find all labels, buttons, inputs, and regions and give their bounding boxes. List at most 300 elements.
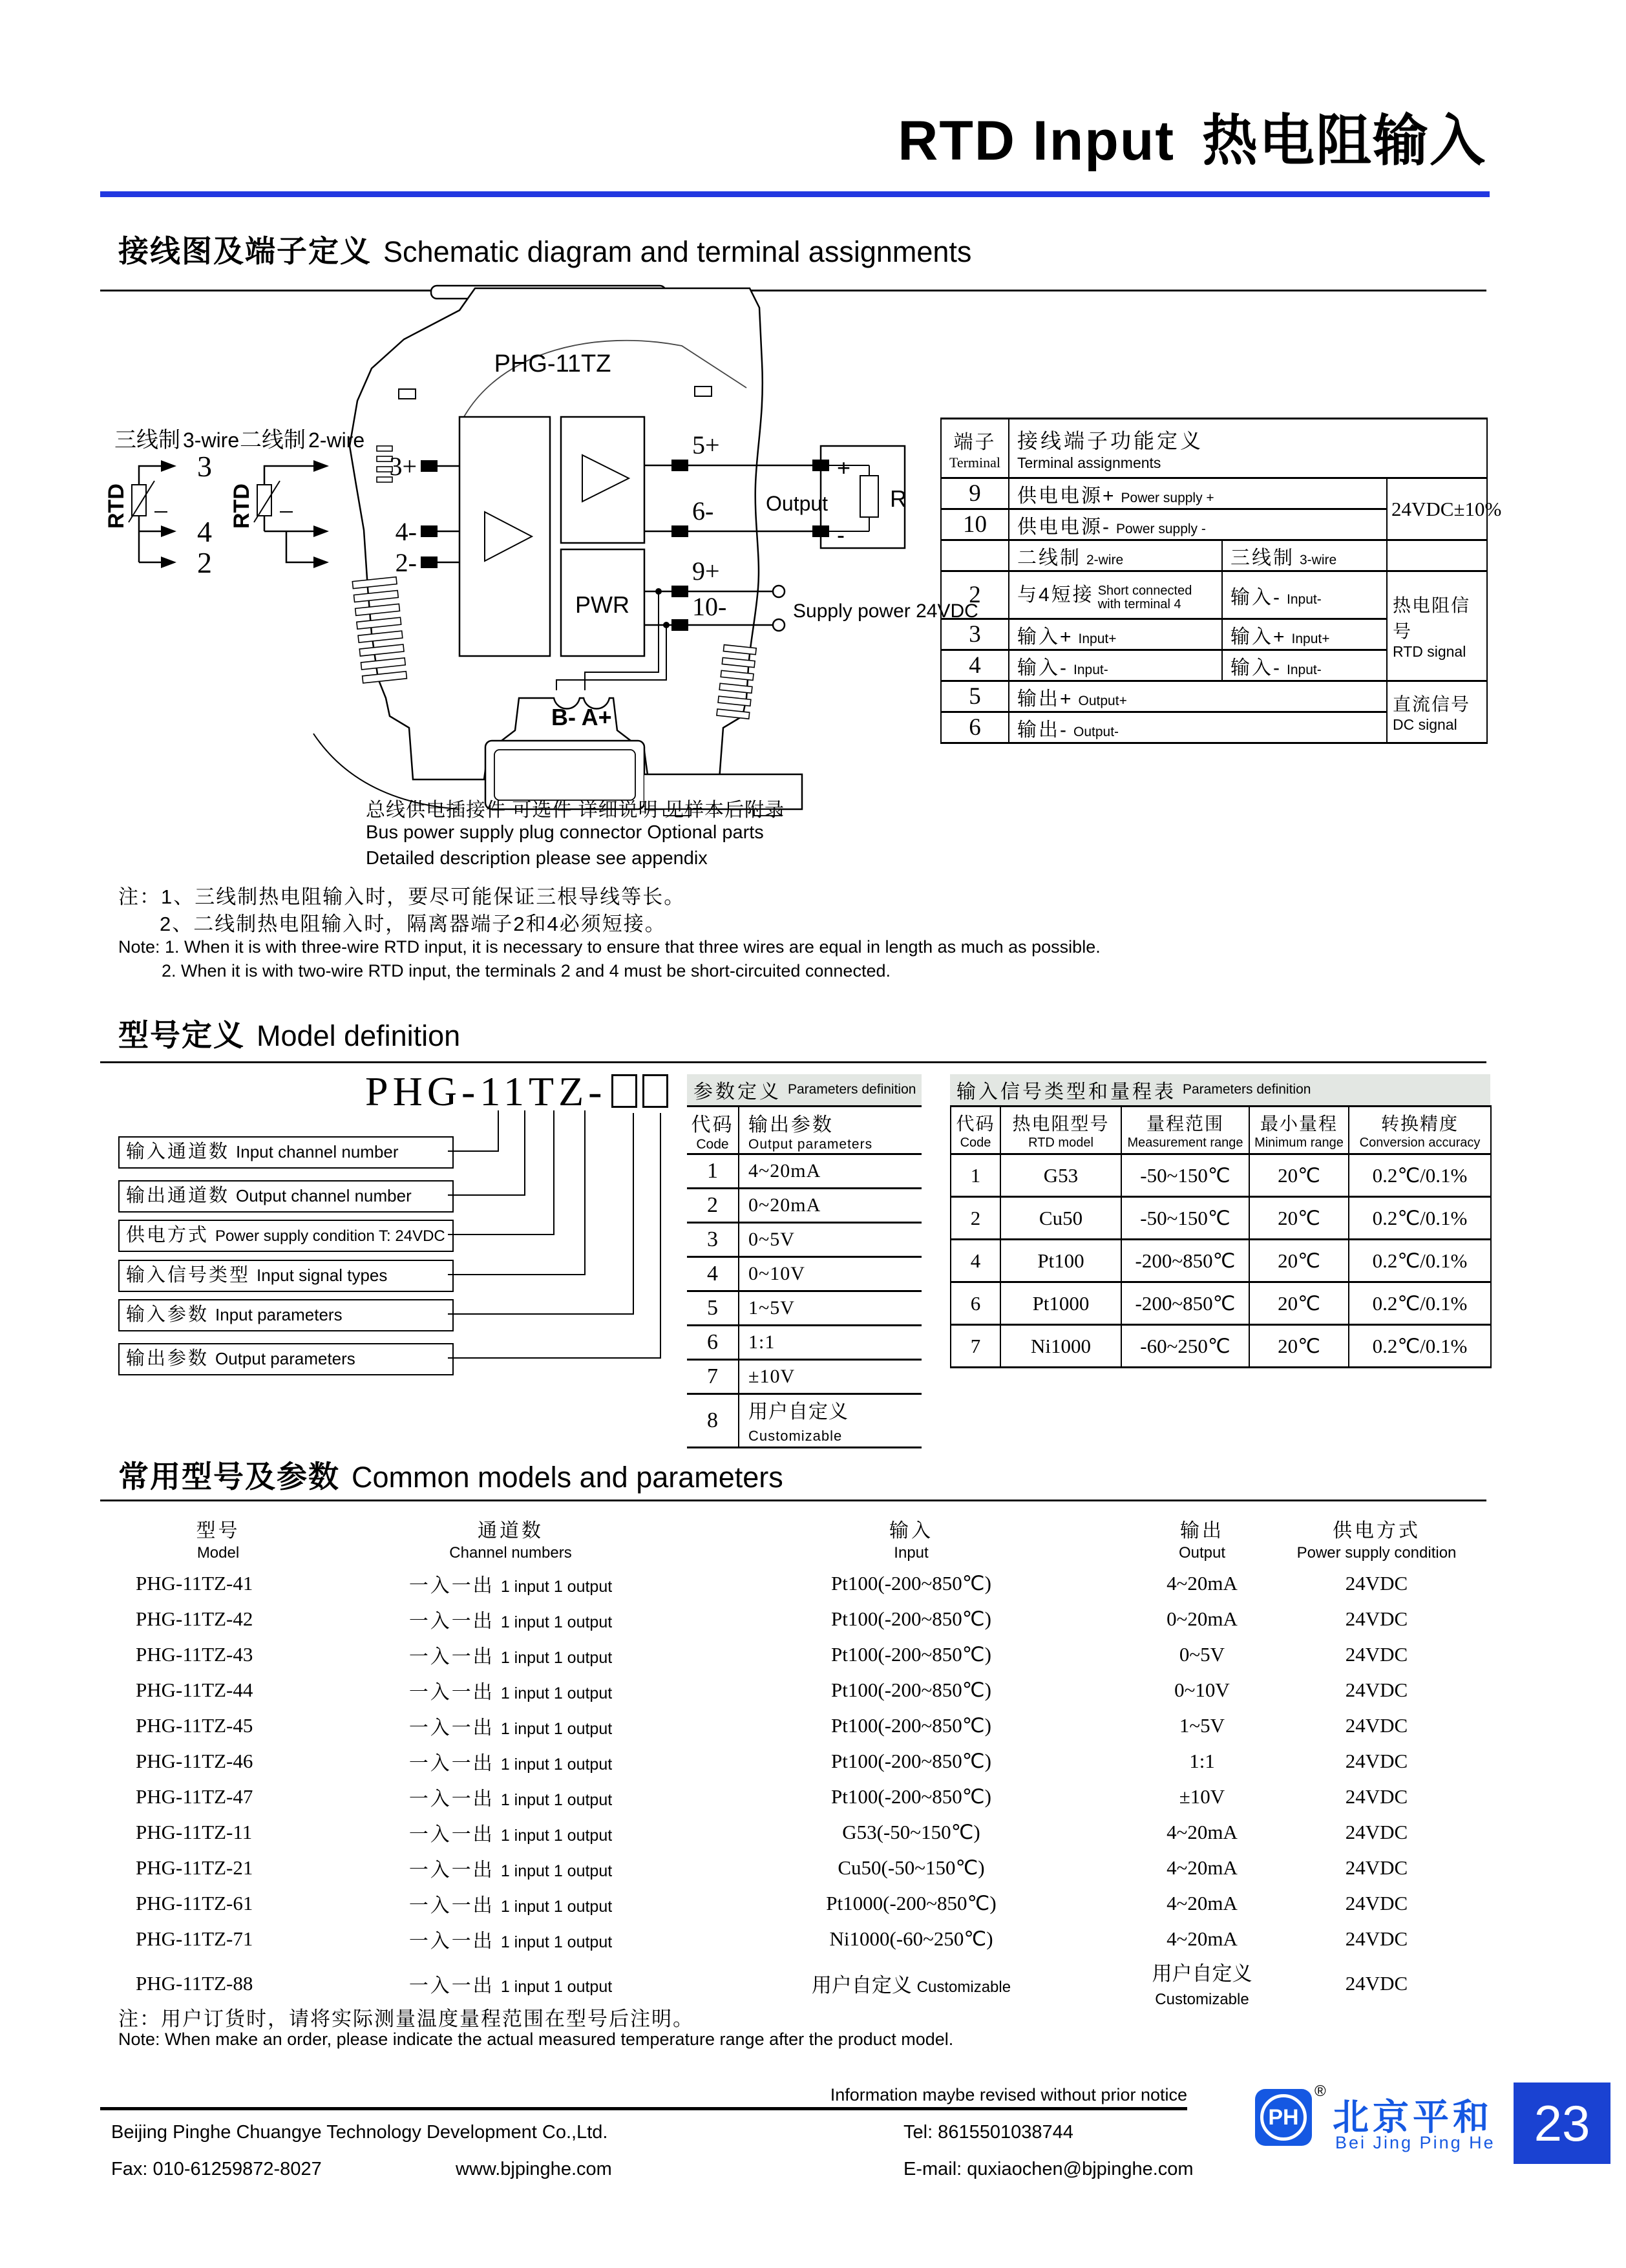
m6-output: ±10V (1179, 1785, 1225, 1808)
model-row (100, 1601, 1486, 1637)
params-code-0: 1 (687, 1154, 739, 1189)
output-label: Output (766, 492, 829, 515)
terminal-10minus-label: 10- (692, 592, 727, 621)
r6-zh: 输出- (1017, 719, 1068, 741)
terminal-table-header (941, 419, 1487, 478)
m2-output: 0~5V (1179, 1642, 1225, 1666)
m7-model: PHG-11TZ-11 (136, 1820, 253, 1843)
r4b-zh: 输入- (1230, 657, 1282, 679)
m3-ch-en: 1 input 1 output (500, 1684, 613, 1702)
m10-power: 24VDC (1345, 1927, 1408, 1950)
range-col1-en: RTD model (1028, 1136, 1093, 1150)
w2-en: 2-wire (1086, 552, 1124, 567)
params-val-2: 0~5V (739, 1223, 922, 1257)
note-zh-1: 注：1、三线制热电阻输入时，要尽可能保证三根导线等长。 (118, 885, 686, 908)
m9-input: Pt1000(-200~850℃) (826, 1891, 997, 1914)
bus-note-en2: Detailed description please see appendix (366, 848, 708, 869)
terminal-6minus-label: 6- (692, 496, 714, 525)
range-col0-en: Code (960, 1136, 991, 1150)
output-load (766, 446, 907, 548)
m9-power: 24VDC (1345, 1891, 1408, 1914)
terminal-5: 5 (941, 681, 1009, 712)
m8-power: 24VDC (1345, 1856, 1408, 1879)
params-table (687, 1105, 922, 1448)
tel: Tel: 8615501038744 (903, 2122, 1073, 2143)
terminal-table (940, 418, 1502, 744)
params-code-4: 5 (687, 1291, 739, 1326)
note-en-2: 2. When it is with two-wire RTD input, the terminals 2 and 4 must be short-circuited connected. (162, 961, 891, 980)
page-title-en: RTD Input (898, 110, 1175, 172)
cm-col2-zh: 输入 (889, 1520, 933, 1542)
m2-ch-zh: 一入一出 (408, 1646, 494, 1668)
r9-en: Power supply + (1121, 490, 1214, 505)
m11-ch-en: 1 input 1 output (500, 1977, 613, 1996)
m0-power: 24VDC (1345, 1571, 1408, 1595)
email: E-mail: quxiaochen@bjpinghe.com (903, 2159, 1194, 2179)
m1-model: PHG-11TZ-42 (136, 1607, 253, 1630)
ph-logo-monogram: PH (1260, 2094, 1307, 2141)
r5-zh: 输出+ (1017, 688, 1073, 710)
range-title-en: Parameters definition (1183, 1082, 1311, 1097)
model-label-output-params (118, 1343, 454, 1375)
order-note-zh: 注：用户订货时，请将实际测量温度量程范围在型号后注明。 (118, 2008, 694, 2030)
three-wire-label-zh: 三线制 (114, 428, 180, 452)
range-model-1: Cu50 (1000, 1197, 1121, 1240)
schematic-svg (100, 284, 1070, 821)
r2b-en: Input- (1287, 591, 1322, 607)
two-wire-label-zh: 二线制 (240, 428, 306, 452)
r3a-en: Input+ (1078, 631, 1117, 646)
range-title-zh: 输入信号类型和量程表 (956, 1081, 1176, 1103)
params-row (687, 1154, 922, 1189)
m11-output: 用户自定义 (1152, 1962, 1252, 1985)
m11-input: 用户自定义 (811, 1974, 912, 1997)
footer-rule (100, 2107, 1187, 2110)
m3-model: PHG-11TZ-44 (136, 1678, 253, 1701)
range-code-0: 1 (951, 1154, 1000, 1197)
m10-output: 4~20mA (1167, 1927, 1238, 1950)
params-table-title (687, 1074, 922, 1105)
params-sfx-7: Customizable (748, 1428, 843, 1444)
params-title-en: Parameters definition (788, 1082, 916, 1097)
output-plus-sign: + (837, 454, 851, 481)
w3-zh: 三线制 (1230, 547, 1294, 569)
model-row (100, 1921, 1486, 1956)
note-en-1: Note: 1. When it is with three-wire RTD input, it is necessary to ensure that three wires are equal in length as much as possible. (118, 937, 1101, 957)
m0-ch-zh: 一入一出 (408, 1574, 494, 1596)
m6-ch-zh: 一入一出 (408, 1788, 494, 1810)
terminal-4minus-label: 4- (395, 517, 417, 546)
r3b-en: Input+ (1291, 631, 1330, 646)
model-row (100, 1814, 1486, 1850)
m4-input: Pt100(-200~850℃) (831, 1713, 991, 1737)
cm-col2-en: Input (894, 1544, 929, 1562)
params-val-6: ±10V (739, 1360, 922, 1394)
label3-en: Input signal types (257, 1266, 388, 1285)
model-label-input-params (118, 1299, 454, 1331)
wire-type-row (941, 540, 1487, 571)
range-code-3: 6 (951, 1282, 1000, 1325)
range-min-0: 20℃ (1249, 1154, 1349, 1197)
params-col-out-en: Output parameters (748, 1136, 873, 1152)
r3a-zh: 输入+ (1017, 626, 1073, 648)
params-code-5: 6 (687, 1326, 739, 1360)
section1-heading-en: Schematic diagram and terminal assignments (383, 235, 972, 268)
col-terminal-zh: 端子 (953, 431, 997, 453)
range-range-0: -50~150℃ (1121, 1154, 1249, 1197)
terminal-row-5 (941, 681, 1487, 712)
params-val-3: 0~10V (739, 1257, 922, 1291)
load-resistor-label: R (890, 485, 907, 512)
params-col-out-zh: 输出参数 (748, 1114, 834, 1136)
range-col0-zh: 代码 (956, 1114, 995, 1134)
col-assignments-en: Terminal assignments (1017, 454, 1161, 471)
m6-input: Pt100(-200~850℃) (831, 1785, 991, 1808)
terminal-10: 10 (941, 509, 1009, 540)
range-table-title (950, 1074, 1490, 1105)
params-code-3: 4 (687, 1257, 739, 1291)
m3-power: 24VDC (1345, 1678, 1408, 1701)
m11-output-sfx: Customizable (1155, 1991, 1249, 2008)
range-table-header (951, 1107, 1491, 1154)
cm-col1-zh: 通道数 (478, 1520, 544, 1542)
wire2-number: 2 (197, 546, 212, 579)
m8-ch-en: 1 input 1 output (500, 1861, 613, 1880)
logo-name-en: Bei Jing Ping He (1335, 2133, 1495, 2152)
range-row (951, 1325, 1491, 1368)
m7-ch-zh: 一入一出 (408, 1823, 494, 1845)
m3-output: 0~10V (1174, 1678, 1230, 1701)
ph-logo-icon (1255, 2089, 1312, 2146)
module-label: PHG-11TZ (494, 350, 611, 377)
label2-zh: 供电方式 (126, 1225, 209, 1245)
params-row (687, 1189, 922, 1223)
model-row (100, 1637, 1486, 1672)
m5-output: 1:1 (1189, 1749, 1215, 1772)
models-table (100, 1511, 1486, 2010)
cm-col1-en: Channel numbers (449, 1544, 572, 1562)
range-acc-1: 0.2℃/0.1% (1349, 1197, 1491, 1240)
terminal-9: 9 (941, 478, 1009, 509)
range-model-0: G53 (1000, 1154, 1121, 1197)
range-acc-2: 0.2℃/0.1% (1349, 1240, 1491, 1282)
page-number: 23 (1534, 2094, 1590, 2152)
m1-ch-zh: 一入一出 (408, 1610, 494, 1632)
output-minus-sign: - (837, 522, 845, 548)
rtd-label-2wire: RTD (229, 483, 254, 529)
rtd-3wire (104, 450, 212, 579)
section3-heading-en: Common models and parameters (352, 1461, 783, 1494)
m0-input: Pt100(-200~850℃) (831, 1571, 991, 1595)
terminal-3plus-label: 3+ (389, 452, 417, 481)
range-model-2: Pt100 (1000, 1240, 1121, 1282)
range-col1-zh: 热电阻型号 (1012, 1114, 1110, 1134)
m5-input: Pt100(-200~850℃) (831, 1749, 991, 1772)
order-note-en: Note: When make an order, please indicate the actual measured temperature range after the product model. (118, 2030, 954, 2049)
page-title (100, 96, 1486, 176)
section3-heading (118, 1453, 783, 1496)
terminal-4: 4 (941, 650, 1009, 681)
dc-signal-zh: 直流信号 (1393, 694, 1471, 714)
label2-en: Power supply condition T: 24VDC (215, 1227, 445, 1245)
m8-input: Cu50(-50~150℃) (838, 1856, 985, 1879)
label5-zh: 输出参数 (126, 1348, 209, 1369)
m10-model: PHG-11TZ-71 (136, 1927, 253, 1950)
params-val-0: 4~20mA (739, 1154, 922, 1189)
section2-heading-en: Model definition (257, 1019, 461, 1052)
params-row (687, 1291, 922, 1326)
m8-ch-zh: 一入一出 (408, 1859, 494, 1881)
range-range-2: -200~850℃ (1121, 1240, 1249, 1282)
label1-zh: 输出通道数 (126, 1185, 230, 1206)
section1-heading-zh: 接线图及端子定义 (118, 234, 372, 268)
model-code-text: PHG-11TZ- (365, 1068, 607, 1114)
params-table-header (687, 1107, 922, 1154)
range-range-1: -50~150℃ (1121, 1197, 1249, 1240)
r4b-en: Input- (1287, 662, 1322, 677)
m5-power: 24VDC (1345, 1749, 1408, 1772)
params-val-4: 1~5V (739, 1291, 922, 1326)
r2b-zh: 输入- (1230, 586, 1282, 608)
m8-output: 4~20mA (1167, 1856, 1238, 1879)
cm-col0-en: Model (196, 1544, 240, 1562)
r10-en: Power supply - (1116, 521, 1206, 536)
r2a-zh: 与4短接 (1017, 584, 1094, 606)
two-wire-label-en: 2-wire (308, 429, 365, 452)
pwr-label: PWR (575, 591, 629, 618)
m2-model: PHG-11TZ-43 (136, 1642, 253, 1666)
label4-en: Input parameters (215, 1305, 343, 1324)
model-label-output-channels (118, 1180, 454, 1213)
range-col3-zh: 最小量程 (1260, 1114, 1338, 1134)
section3-heading-zh: 常用型号及参数 (118, 1459, 340, 1494)
params-code-1: 2 (687, 1189, 739, 1223)
params-row (687, 1360, 922, 1394)
model-row (100, 1743, 1486, 1779)
terminal-2: 2 (941, 571, 1009, 619)
range-range-3: -200~850℃ (1121, 1282, 1249, 1325)
range-col3-en: Minimum range (1254, 1136, 1344, 1150)
m5-ch-en: 1 input 1 output (500, 1755, 613, 1774)
company-name: Beijing Pinghe Chuangye Technology Development Co.,Ltd. (111, 2122, 608, 2143)
col-terminal-en: Terminal (949, 454, 1001, 471)
section3-rule (100, 1500, 1486, 1501)
range-model-4: Ni1000 (1000, 1325, 1121, 1368)
models-table-header (100, 1511, 1486, 1565)
r5-en: Output+ (1078, 693, 1127, 708)
revision-note: Information maybe revised without prior notice (830, 2085, 1187, 2104)
rtd-label-3wire: RTD (104, 483, 129, 529)
params-col-code-zh: 代码 (691, 1114, 734, 1136)
section2-rule (100, 1061, 1486, 1063)
r4a-en: Input- (1073, 662, 1108, 677)
m7-power: 24VDC (1345, 1820, 1408, 1843)
model-label-power-supply (118, 1220, 454, 1252)
m2-power: 24VDC (1345, 1642, 1408, 1666)
m9-ch-zh: 一入一出 (408, 1894, 494, 1916)
model-row (100, 1779, 1486, 1814)
params-val-5: 1:1 (739, 1326, 922, 1360)
rtd-2wire (229, 460, 329, 568)
r3b-zh: 输入+ (1230, 626, 1287, 648)
range-col2-zh: 量程范围 (1146, 1114, 1224, 1134)
r4a-zh: 输入- (1017, 657, 1068, 679)
terminal-3: 3 (941, 619, 1009, 650)
m3-input: Pt100(-200~850℃) (831, 1678, 991, 1701)
m2-ch-en: 1 input 1 output (500, 1648, 613, 1667)
wire4-number: 4 (197, 515, 212, 548)
m6-ch-en: 1 input 1 output (500, 1790, 613, 1809)
note-zh-2: 2、二线制热电阻输入时，隔离器端子2和4必须短接。 (160, 913, 666, 935)
m4-ch-en: 1 input 1 output (500, 1719, 613, 1738)
w2-zh: 二线制 (1017, 547, 1081, 569)
w3-en: 3-wire (1300, 552, 1337, 567)
params-col-code-en: Code (696, 1136, 729, 1152)
label5-en: Output parameters (215, 1349, 355, 1368)
range-range-4: -60~250℃ (1121, 1325, 1249, 1368)
range-acc-4: 0.2℃/0.1% (1349, 1325, 1491, 1368)
terminal-row-2 (941, 571, 1487, 619)
range-code-4: 7 (951, 1325, 1000, 1368)
m7-ch-en: 1 input 1 output (500, 1826, 613, 1845)
logo-name-zh: 北京平和 (1333, 2098, 1493, 2138)
terminal-6: 6 (941, 712, 1009, 743)
r6-en: Output- (1073, 724, 1119, 739)
m5-model: PHG-11TZ-46 (136, 1749, 253, 1772)
title-underline (100, 191, 1490, 197)
r9-zh: 供电电源+ (1017, 485, 1116, 507)
terminal-2minus-label: 2- (395, 548, 417, 577)
cm-col4-zh: 供电方式 (1333, 1520, 1420, 1542)
params-row (687, 1223, 922, 1257)
m1-output: 0~20mA (1167, 1607, 1238, 1630)
params-val-7: 用户自定义 (748, 1401, 849, 1423)
range-min-3: 20℃ (1249, 1282, 1349, 1325)
page-number-badge (1514, 2083, 1610, 2164)
m1-power: 24VDC (1345, 1607, 1408, 1630)
m10-ch-en: 1 input 1 output (500, 1933, 613, 1951)
range-col4-zh: 转换精度 (1380, 1114, 1459, 1134)
m0-output: 4~20mA (1167, 1571, 1238, 1595)
rtd-signal-en: RTD signal (1393, 643, 1466, 660)
m1-ch-en: 1 input 1 output (500, 1613, 613, 1631)
r2a-en2: with terminal 4 (1097, 597, 1181, 612)
registered-mark-icon: ® (1315, 2083, 1326, 2100)
m4-power: 24VDC (1345, 1713, 1408, 1737)
m6-model: PHG-11TZ-47 (136, 1785, 253, 1808)
terminal-9plus-label: 9+ (692, 556, 720, 586)
m9-model: PHG-11TZ-61 (136, 1891, 253, 1914)
m7-output: 4~20mA (1167, 1820, 1238, 1843)
model-row (100, 1672, 1486, 1708)
params-code-2: 3 (687, 1223, 739, 1257)
m11-model: PHG-11TZ-88 (136, 1971, 253, 1995)
range-min-1: 20℃ (1249, 1197, 1349, 1240)
label3-zh: 输入信号类型 (126, 1265, 251, 1286)
rtd-signal-zh: 热电阻信号 (1393, 595, 1471, 641)
supply-spec: 24VDC±10% (1387, 478, 1487, 540)
m9-output: 4~20mA (1167, 1891, 1238, 1914)
m7-input: G53(-50~150℃) (842, 1820, 980, 1843)
terminal-5plus-label: 5+ (692, 430, 720, 460)
range-model-3: Pt1000 (1000, 1282, 1121, 1325)
section2-heading (118, 1012, 460, 1055)
bus-note-zh: 总线供电插接件 可选件 详细说明 见样本后附录 (366, 800, 785, 821)
range-min-2: 20℃ (1249, 1240, 1349, 1282)
m11-power: 24VDC (1345, 1971, 1408, 1995)
m0-ch-en: 1 input 1 output (500, 1577, 613, 1596)
page-title-zh: 热电阻输入 (1202, 110, 1486, 172)
range-acc-3: 0.2℃/0.1% (1349, 1282, 1491, 1325)
m4-ch-zh: 一入一出 (408, 1717, 494, 1739)
cm-col3-en: Output (1178, 1544, 1226, 1562)
range-acc-0: 0.2℃/0.1% (1349, 1154, 1491, 1197)
three-wire-label-en: 3-wire (183, 429, 240, 452)
range-col2-en: Measurement range (1127, 1136, 1243, 1150)
section2-heading-zh: 型号定义 (118, 1018, 245, 1052)
m10-ch-zh: 一入一出 (408, 1930, 494, 1952)
range-col4-en: Conversion accuracy (1359, 1136, 1481, 1150)
fax: Fax: 010-61259872-8027 (111, 2159, 322, 2179)
model-row (100, 1708, 1486, 1743)
m8-model: PHG-11TZ-21 (136, 1856, 253, 1879)
params-code-7: 8 (687, 1394, 739, 1448)
params-code-6: 7 (687, 1360, 739, 1394)
range-row (951, 1154, 1491, 1197)
bus-pins-label: B- A+ (551, 704, 612, 730)
model-label-input-signal (118, 1260, 454, 1292)
params-row (687, 1326, 922, 1360)
section1-heading (118, 228, 971, 271)
range-row (951, 1197, 1491, 1240)
label1-en: Output channel number (236, 1186, 412, 1205)
params-title-zh: 参数定义 (693, 1081, 781, 1103)
label4-zh: 输入参数 (126, 1304, 209, 1325)
cm-col4-en: Power supply condition (1296, 1544, 1457, 1562)
terminal-row-9 (941, 478, 1487, 509)
m10-input: Ni1000(-60~250℃) (829, 1927, 993, 1950)
m3-ch-zh: 一入一出 (408, 1681, 494, 1703)
range-min-4: 20℃ (1249, 1325, 1349, 1368)
m2-input: Pt100(-200~850℃) (831, 1642, 991, 1666)
cm-col0-zh: 型号 (196, 1520, 240, 1542)
range-row (951, 1240, 1491, 1282)
m11-input-sfx: Customizable (916, 1978, 1011, 1996)
m4-model: PHG-11TZ-45 (136, 1713, 253, 1737)
range-code-1: 2 (951, 1197, 1000, 1240)
range-code-2: 4 (951, 1240, 1000, 1282)
m11-ch-zh: 一入一出 (408, 1975, 494, 1997)
m5-ch-zh: 一入一出 (408, 1752, 494, 1774)
params-row (687, 1257, 922, 1291)
m9-ch-en: 1 input 1 output (500, 1897, 613, 1916)
model-row (100, 1885, 1486, 1921)
supply-label: Supply power 24VDC (793, 600, 978, 622)
model-label-input-channels (118, 1136, 454, 1169)
cm-col3-zh: 输出 (1180, 1520, 1224, 1542)
col-assignments-zh: 接线端子功能定义 (1017, 429, 1204, 452)
model-row (100, 1565, 1486, 1601)
dc-signal-en: DC signal (1393, 716, 1457, 733)
r10-zh: 供电电源- (1017, 516, 1111, 538)
m4-output: 1~5V (1179, 1713, 1225, 1737)
bus-note-en1: Bus power supply plug connector Optional parts (366, 822, 764, 843)
m0-model: PHG-11TZ-41 (136, 1571, 253, 1595)
m1-input: Pt100(-200~850℃) (831, 1607, 991, 1630)
range-table (950, 1105, 1492, 1368)
label0-en: Input channel number (236, 1142, 399, 1161)
range-row (951, 1282, 1491, 1325)
